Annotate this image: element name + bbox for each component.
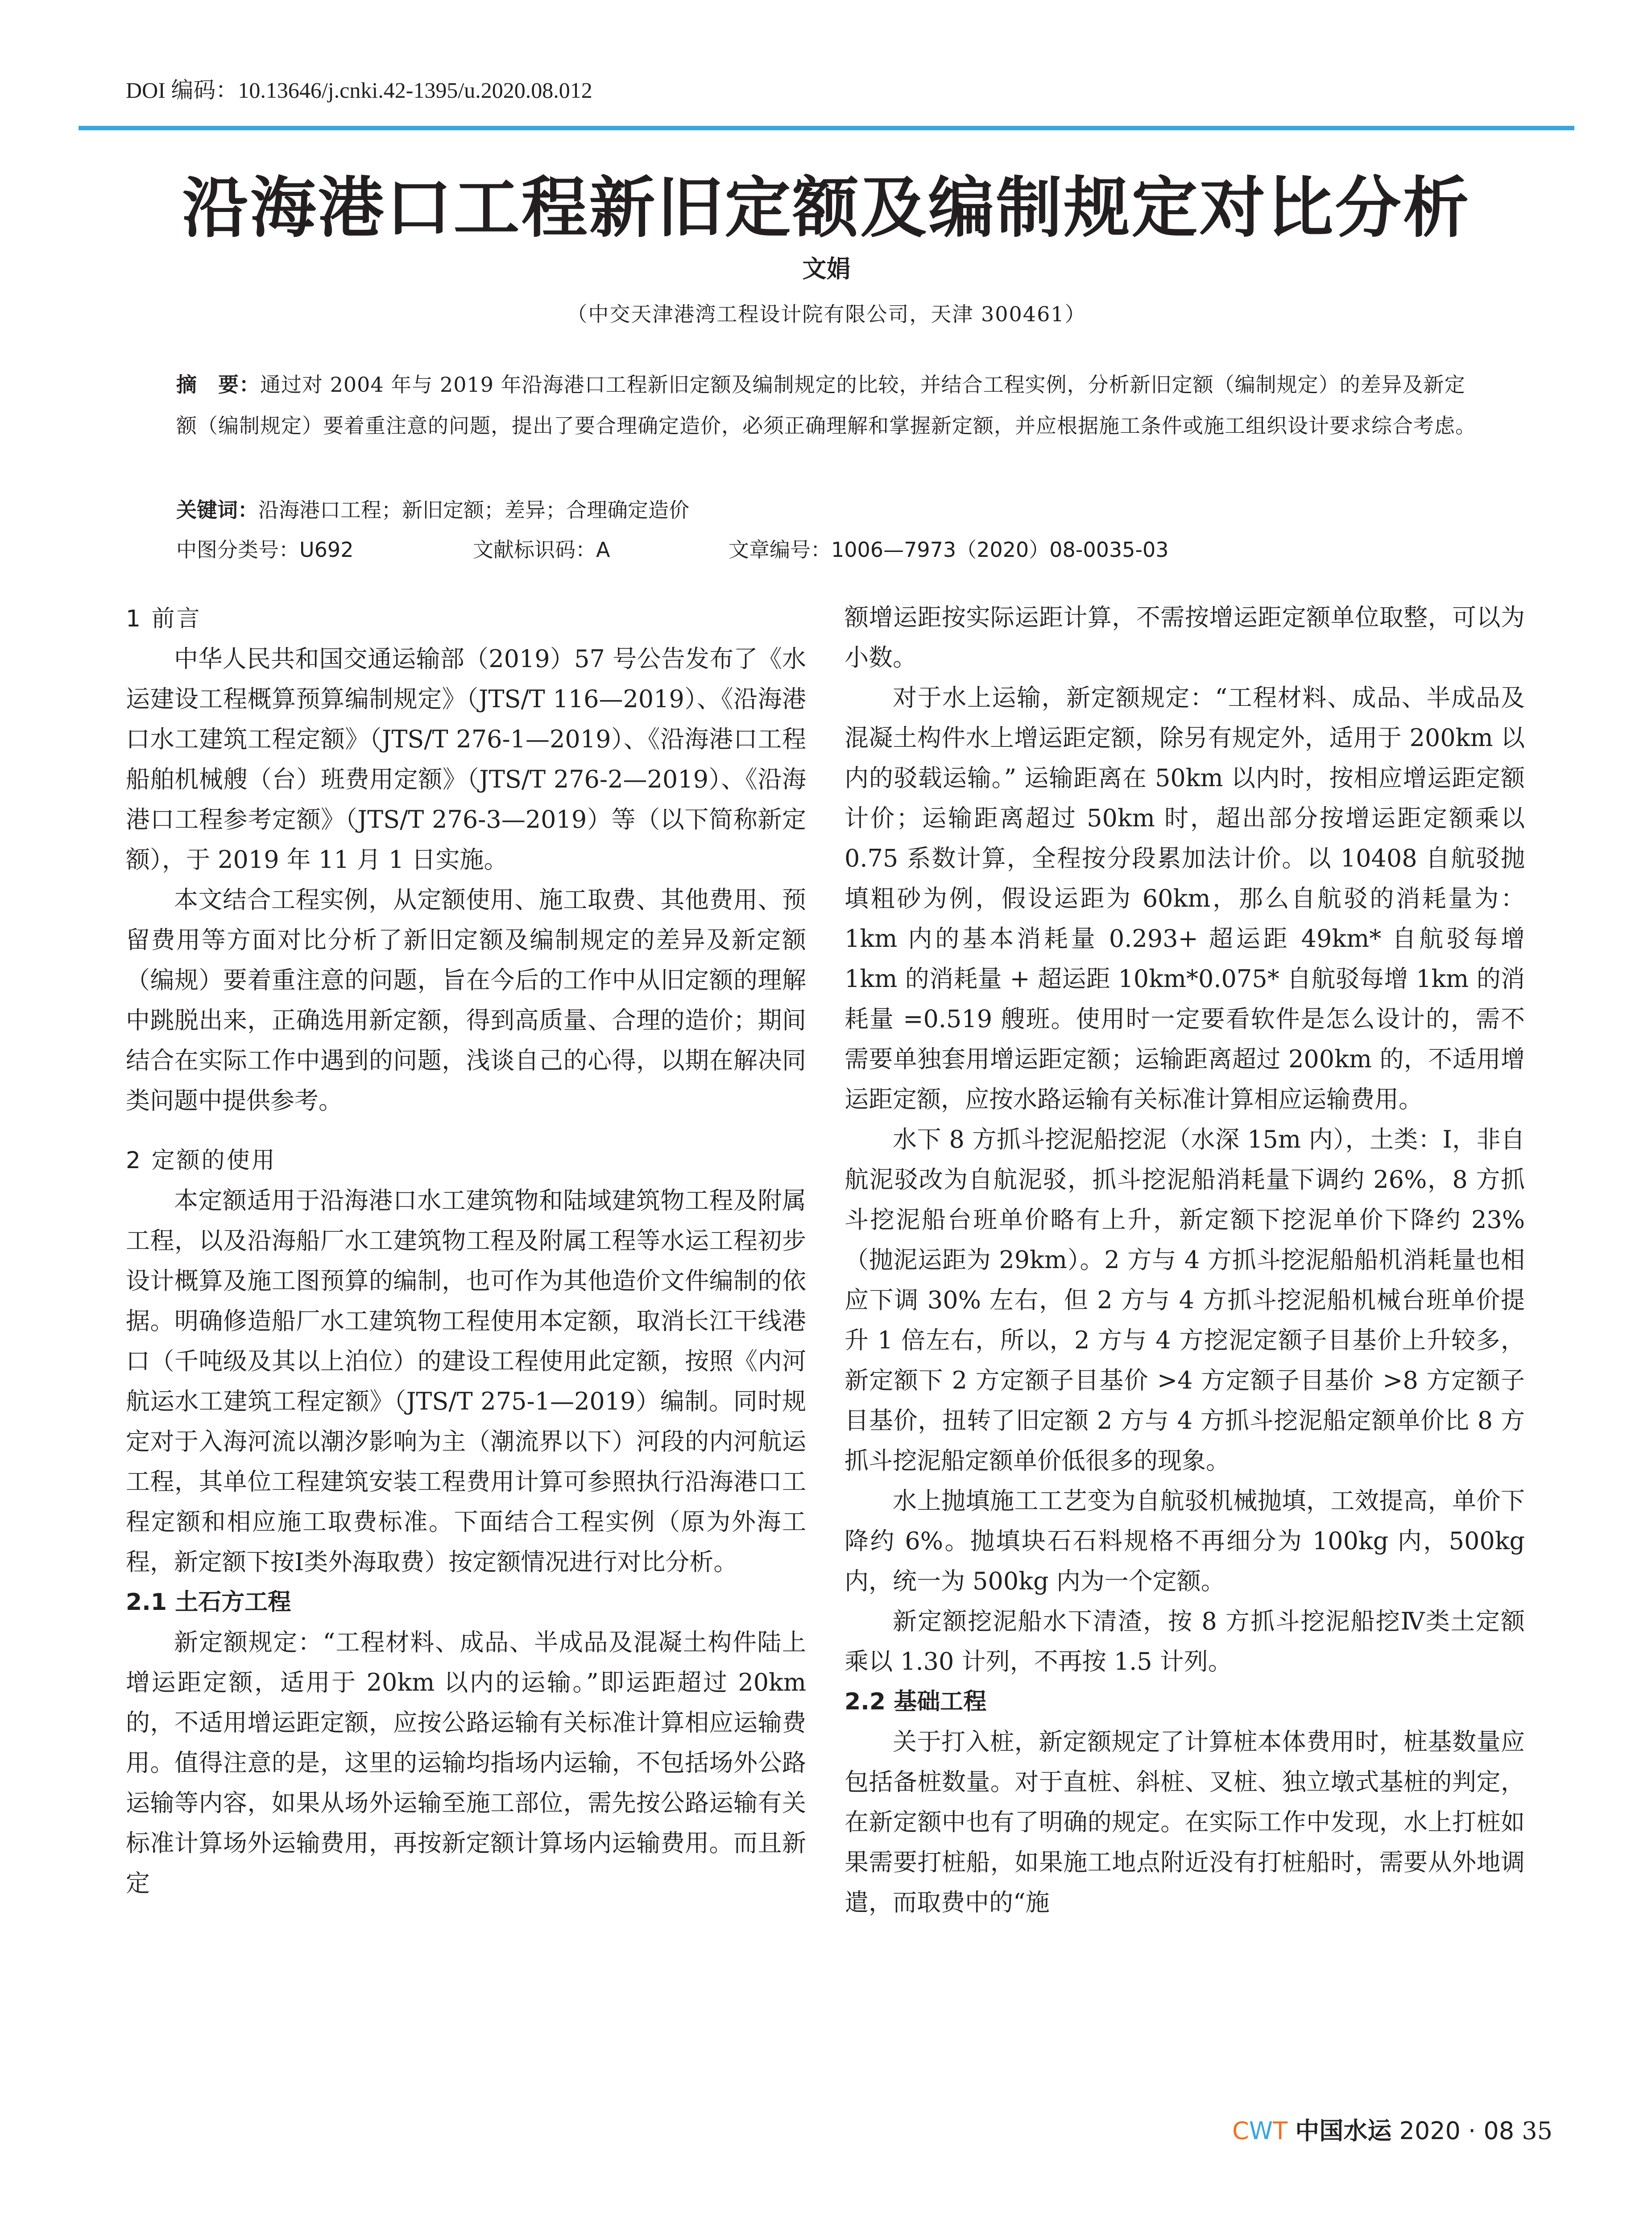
doi-line: DOI 编码：10.13646/j.cnki.42-1395/u.2020.08.012 <box>126 78 592 103</box>
paragraph: 本文结合工程实例，从定额使用、施工取费、其他费用、预留费用等方面对比分析了新旧定额及编制规定的差异及新定额（编规）要着重注意的问题，旨在今后的工作中从旧定额的理解中跳脱出来，正确选用新定额，得到高质量、合理的造价；期间结合在实际工作中遇到的问题，浅谈自己的心得，以期在解决同类问题中提供参考。 <box>126 886 806 1115</box>
abstract <box>176 364 1486 446</box>
right-column <box>845 597 1525 1923</box>
paragraph: 水下 8 方抓斗挖泥船挖泥（水深 15m 内），土类：Ⅰ，非自航泥驳改为自航泥驳，抓斗挖泥船消耗量下调约 26%，8 方抓斗挖泥船台班单价略有上升，新定额下挖泥单价下降约 23%（抛泥运距为 29km）。2 方与 4 方抓斗挖泥船船机消耗量也相应下调 30% 左右，但 2 方与 4 方抓斗挖泥船机械台班单价提升 1 倍左右，所以，2 方与 4 方挖泥定额子目基价上升较多，新定额下 2 方定额子目基价 >4 方定额子目基价 >8 方定额子目基价，扭转了旧定额 2 方与 4 方抓斗挖泥船定额单价比 8 方抓斗挖泥船定额单价低很多的现象。 <box>845 1125 1525 1475</box>
article-title: 沿海港口工程新旧定额及编制规定对比分析 <box>182 169 1471 246</box>
abstract-label: 摘 要： <box>176 373 260 397</box>
abstract-text: 通过对 2004 年与 2019 年沿海港口工程新旧定额及编制规定的比较，并结合工程实例，分析新旧定额（编制规定）的差异及新定额（编制规定）要着重注意的问题，提出了要合理确定造价，必须正确理解和掌握新定额，并应根据施工条件或施工组织设计要求综合考虑。 <box>176 373 1476 438</box>
section-heading: 1 前言 <box>126 605 202 632</box>
page-number: 35 <box>1522 2117 1553 2145</box>
paragraph: 额增运距按实际运距计算，不需按增运距定额单位取整，可以为小数。 <box>845 603 1525 672</box>
issue-date: 2020 · 08 <box>1399 2117 1515 2145</box>
left-column <box>126 599 806 1903</box>
paragraph: 新定额挖泥船水下清渣，按 8 方抓斗挖泥船挖Ⅳ类土定额乘以 1.30 计列，不再按 1.5 计列。 <box>845 1607 1525 1675</box>
clc-number: 中图分类号：U692 <box>176 538 354 562</box>
header-rule <box>79 126 1574 130</box>
journal-name: 中国水运 <box>1295 2116 1392 2145</box>
paragraph: 本定额适用于沿海港口水工建筑物和陆域建筑物工程及附属工程，以及沿海船厂水工建筑物工程及附属工程等水运工程初步设计概算及施工图预算的编制，也可作为其他造价文件编制的依据。明确修造船厂水工建筑物工程使用本定额，取消长江干线港口（千吨级及其以上泊位）的建设工程使用此定额，按照《内河航运水工建筑工程定额》（JTS/T 275-1—2019）编制。同时规定对于入海河流以潮汐影响为主（潮流界以下）河段的内河航运工程，其单位工程建筑安装工程费用计算可参照执行沿海港口工程定额和相应施工取费标准。下面结合工程实例（原为外海工程，新定额下按Ⅰ类外海取费）按定额情况进行对比分析。 <box>126 1186 806 1576</box>
section-heading: 2 定额的使用 <box>126 1147 277 1174</box>
journal-logo-c: C <box>1232 2117 1249 2145</box>
keywords <box>176 492 1486 528</box>
subsection-heading: 2.1 土石方工程 <box>126 1589 291 1616</box>
journal-logo-w: W <box>1249 2117 1273 2145</box>
paragraph: 关于打入桩，新定额规定了计算桩本体费用时，桩基数量应包括备桩数量。对于直桩、斜桩、叉桩、独立墩式基桩的判定，在新定额中也有了明确的规定。在实际工作中发现，水上打桩如果需要打桩船，如果施工地点附近没有打桩船时，需要从外地调遣，而取费中的“施 <box>845 1728 1525 1916</box>
keywords-text: 沿海港口工程；新旧定额；差异；合理确定造价 <box>258 498 689 522</box>
keywords-label: 关键词： <box>176 498 258 522</box>
article-author: 文娟 <box>802 255 851 283</box>
journal-logo-t: T <box>1273 2117 1288 2145</box>
article-affiliation: （中交天津港湾工程设计院有限公司，天津 300461） <box>567 302 1086 326</box>
article-number: 文章编号：1006—7973（2020）08-0035-03 <box>729 538 1169 562</box>
paragraph: 中华人民共和国交通运输部（2019）57 号公告发布了《水运建设工程概算预算编制规定》（JTS/T 116—2019）、《沿海港口水工建筑工程定额》（JTS/T 276-1—2019）、《沿海港口工程船舶机械艘（台）班费用定额》（JTS/T 276-2—2019）、《沿海港口工程参考定额》（JTS/T 276-3—2019）等（以下简称新定额），于 2019 年 11 月 1 日实施。 <box>126 645 806 874</box>
page-footer <box>1205 2112 1553 2146</box>
paragraph: 新定额规定：“工程材料、成品、半成品及混凝土构件陆上增运距定额，适用于 20km 以内的运输。”即运距超过 20km 的，不适用增运距定额，应按公路运输有关标准计算相应运输费用。值得注意的是，这里的运输均指场内运输，不包括场外公路运输等内容，如果从场外运输至施工部位，需先按公路运输有关标准计算场外运输费用，再按新定额计算场内运输费用。而且新定 <box>126 1628 806 1897</box>
classification-row <box>176 532 1486 568</box>
document-code: 文献标识码：A <box>473 538 610 562</box>
paragraph: 对于水上运输，新定额规定：“工程材料、成品、半成品及混凝土构件水上增运距定额，除另有规定外，适用于 200km 以内的驳载运输。” 运输距离在 50km 以内时，按相应增运距定额计价；运输距离超过 50km 时，超出部分按增运距定额乘以 0.75 系数计算，全程按分段累加法计价。以 10408 自航驳抛填粗砂为例，假设运距为 60km，那么自航驳的消耗量为：1km 内的基本消耗量 0.293+ 超运距 49km* 自航驳每增 1km 的消耗量 + 超运距 10km*0.075* 自航驳每增 1km 的消耗量 =0.519 艘班。使用时一定要看软件是怎么设计的，需不需要单独套用增运距定额；运输距离超过 200km 的，不适用增运距定额，应按水路运输有关标准计算相应运输费用。 <box>845 684 1525 1113</box>
subsection-heading: 2.2 基础工程 <box>845 1688 987 1715</box>
paragraph: 水上抛填施工工艺变为自航驳机械抛填，工效提高，单价下降约 6%。抛填块石石料规格不再细分为 100kg 内，500kg 内，统一为 500kg 内为一个定额。 <box>845 1487 1525 1595</box>
